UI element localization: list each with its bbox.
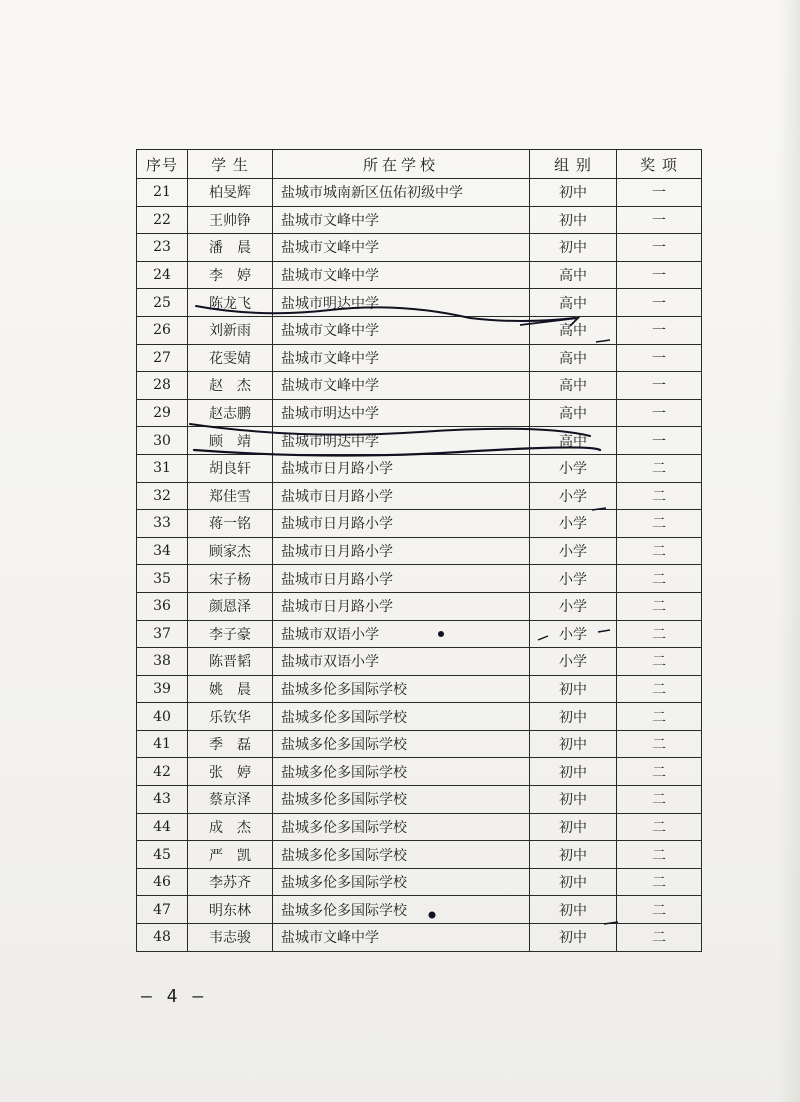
header-row [137,150,702,179]
cell-student-name: 陈晋韬 [188,648,273,676]
cell-school: 盐城市明达中学 [273,399,530,427]
cell-student-name: 严 凯 [188,841,273,869]
cell-no: 29 [137,399,188,427]
cell-school: 盐城市文峰中学 [273,316,530,344]
header-no: 序号 [137,150,188,179]
cell-student-name: 蔡京泽 [188,786,273,814]
header-group: 组 别 [530,150,617,179]
cell-school: 盐城市明达中学 [273,427,530,455]
cell-award: 二 [617,924,702,952]
table-row [137,316,702,344]
cell-group: 高中 [530,399,617,427]
cell-group: 初中 [530,234,617,262]
cell-student-name: 花雯婧 [188,344,273,372]
cell-school: 盐城市日月路小学 [273,482,530,510]
cell-student-name: 乐钦华 [188,703,273,731]
cell-award: 一 [617,372,702,400]
cell-group: 初中 [530,813,617,841]
cell-school: 盐城市文峰中学 [273,344,530,372]
cell-school: 盐城市日月路小学 [273,592,530,620]
cell-no: 42 [137,758,188,786]
header-award: 奖 项 [617,150,702,179]
cell-student-name: 赵志鹏 [188,399,273,427]
cell-award: 二 [617,758,702,786]
cell-award: 一 [617,179,702,207]
cell-school: 盐城市日月路小学 [273,454,530,482]
table-row [137,620,702,648]
cell-student-name: 王帅铮 [188,206,273,234]
table-row [137,537,702,565]
cell-group: 小学 [530,537,617,565]
cell-student-name: 颜恩泽 [188,592,273,620]
table-row [137,261,702,289]
cell-student-name: 张 婷 [188,758,273,786]
cell-student-name: 顾家杰 [188,537,273,565]
table-row [137,565,702,593]
table-row [137,372,702,400]
cell-award: 二 [617,896,702,924]
cell-group: 高中 [530,261,617,289]
cell-award: 二 [617,620,702,648]
cell-no: 30 [137,427,188,455]
cell-student-name: 季 磊 [188,730,273,758]
cell-group: 小学 [530,592,617,620]
cell-award: 一 [617,261,702,289]
cell-school: 盐城市日月路小学 [273,537,530,565]
table-row [137,427,702,455]
cell-award: 一 [617,344,702,372]
cell-group: 初中 [530,786,617,814]
table-row [137,592,702,620]
cell-student-name: 蒋一铭 [188,510,273,538]
cell-award: 一 [617,399,702,427]
cell-award: 二 [617,675,702,703]
cell-student-name: 刘新雨 [188,316,273,344]
page-number: — 4 — [141,986,206,1007]
cell-no: 26 [137,316,188,344]
cell-no: 45 [137,841,188,869]
cell-school: 盐城市城南新区伍佑初级中学 [273,179,530,207]
cell-no: 40 [137,703,188,731]
table-row [137,730,702,758]
cell-award: 二 [617,565,702,593]
cell-student-name: 韦志骏 [188,924,273,952]
cell-school: 盐城市日月路小学 [273,565,530,593]
cell-group: 初中 [530,730,617,758]
cell-school: 盐城多伦多国际学校 [273,703,530,731]
table-row [137,841,702,869]
cell-no: 38 [137,648,188,676]
cell-school: 盐城多伦多国际学校 [273,841,530,869]
cell-school: 盐城市日月路小学 [273,510,530,538]
cell-student-name: 顾 靖 [188,427,273,455]
table-row [137,234,702,262]
cell-student-name: 陈龙飞 [188,289,273,317]
table-body [137,179,702,952]
cell-group: 初中 [530,868,617,896]
cell-student-name: 明东林 [188,896,273,924]
table-row [137,510,702,538]
cell-no: 23 [137,234,188,262]
cell-student-name: 姚 晨 [188,675,273,703]
cell-no: 39 [137,675,188,703]
cell-student-name: 柏旻辉 [188,179,273,207]
cell-school: 盐城多伦多国际学校 [273,786,530,814]
cell-student-name: 李子豪 [188,620,273,648]
cell-school: 盐城多伦多国际学校 [273,730,530,758]
cell-award: 二 [617,786,702,814]
scan-edge-shadow [778,0,800,1102]
cell-no: 36 [137,592,188,620]
cell-group: 初中 [530,206,617,234]
cell-group: 小学 [530,454,617,482]
cell-no: 37 [137,620,188,648]
cell-award: 一 [617,427,702,455]
cell-group: 小学 [530,620,617,648]
cell-award: 一 [617,316,702,344]
cell-group: 初中 [530,841,617,869]
header-school: 所在学校 [273,150,530,179]
cell-group: 初中 [530,179,617,207]
award-list-table [136,149,702,952]
cell-award: 二 [617,592,702,620]
table-row [137,289,702,317]
cell-school: 盐城市双语小学 [273,648,530,676]
cell-no: 27 [137,344,188,372]
cell-school: 盐城多伦多国际学校 [273,758,530,786]
cell-group: 小学 [530,565,617,593]
cell-award: 二 [617,537,702,565]
cell-no: 46 [137,868,188,896]
cell-school: 盐城市文峰中学 [273,924,530,952]
cell-no: 35 [137,565,188,593]
cell-no: 44 [137,813,188,841]
cell-student-name: 宋子杨 [188,565,273,593]
cell-group: 高中 [530,316,617,344]
cell-group: 高中 [530,427,617,455]
cell-group: 初中 [530,924,617,952]
cell-group: 初中 [530,896,617,924]
cell-student-name: 郑佳雪 [188,482,273,510]
cell-no: 22 [137,206,188,234]
cell-group: 高中 [530,344,617,372]
cell-school: 盐城市文峰中学 [273,206,530,234]
cell-school: 盐城多伦多国际学校 [273,868,530,896]
cell-no: 43 [137,786,188,814]
table-row [137,703,702,731]
cell-award: 二 [617,648,702,676]
cell-award: 二 [617,482,702,510]
cell-group: 小学 [530,510,617,538]
cell-school: 盐城市双语小学 [273,620,530,648]
cell-award: 二 [617,813,702,841]
cell-no: 31 [137,454,188,482]
cell-award: 二 [617,841,702,869]
cell-award: 一 [617,206,702,234]
cell-group: 初中 [530,703,617,731]
table-row [137,206,702,234]
header-student: 学 生 [188,150,273,179]
table-row [137,758,702,786]
cell-school: 盐城多伦多国际学校 [273,813,530,841]
table-row [137,786,702,814]
cell-no: 21 [137,179,188,207]
table-row [137,813,702,841]
table-row [137,179,702,207]
table-row [137,648,702,676]
cell-award: 二 [617,868,702,896]
cell-group: 初中 [530,758,617,786]
cell-no: 25 [137,289,188,317]
table-header [137,150,702,179]
cell-student-name: 李苏齐 [188,868,273,896]
cell-school: 盐城市文峰中学 [273,261,530,289]
cell-award: 二 [617,454,702,482]
cell-no: 47 [137,896,188,924]
cell-school: 盐城市明达中学 [273,289,530,317]
table-row [137,924,702,952]
cell-group: 小学 [530,648,617,676]
cell-no: 48 [137,924,188,952]
cell-no: 33 [137,510,188,538]
cell-award: 二 [617,703,702,731]
cell-no: 32 [137,482,188,510]
cell-award: 二 [617,730,702,758]
cell-no: 34 [137,537,188,565]
cell-school: 盐城市文峰中学 [273,372,530,400]
table-row [137,344,702,372]
table-row [137,482,702,510]
cell-school: 盐城多伦多国际学校 [273,896,530,924]
cell-group: 高中 [530,289,617,317]
cell-group: 高中 [530,372,617,400]
cell-no: 28 [137,372,188,400]
table-row [137,399,702,427]
cell-group: 初中 [530,675,617,703]
table-row [137,675,702,703]
cell-school: 盐城多伦多国际学校 [273,675,530,703]
table-row [137,896,702,924]
table-row [137,454,702,482]
cell-student-name: 赵 杰 [188,372,273,400]
cell-award: 一 [617,234,702,262]
cell-student-name: 李 婷 [188,261,273,289]
cell-no: 41 [137,730,188,758]
cell-award: 一 [617,289,702,317]
cell-student-name: 潘 晨 [188,234,273,262]
cell-student-name: 胡良轩 [188,454,273,482]
cell-no: 24 [137,261,188,289]
table-row [137,868,702,896]
cell-school: 盐城市文峰中学 [273,234,530,262]
cell-student-name: 成 杰 [188,813,273,841]
cell-award: 二 [617,510,702,538]
cell-group: 小学 [530,482,617,510]
